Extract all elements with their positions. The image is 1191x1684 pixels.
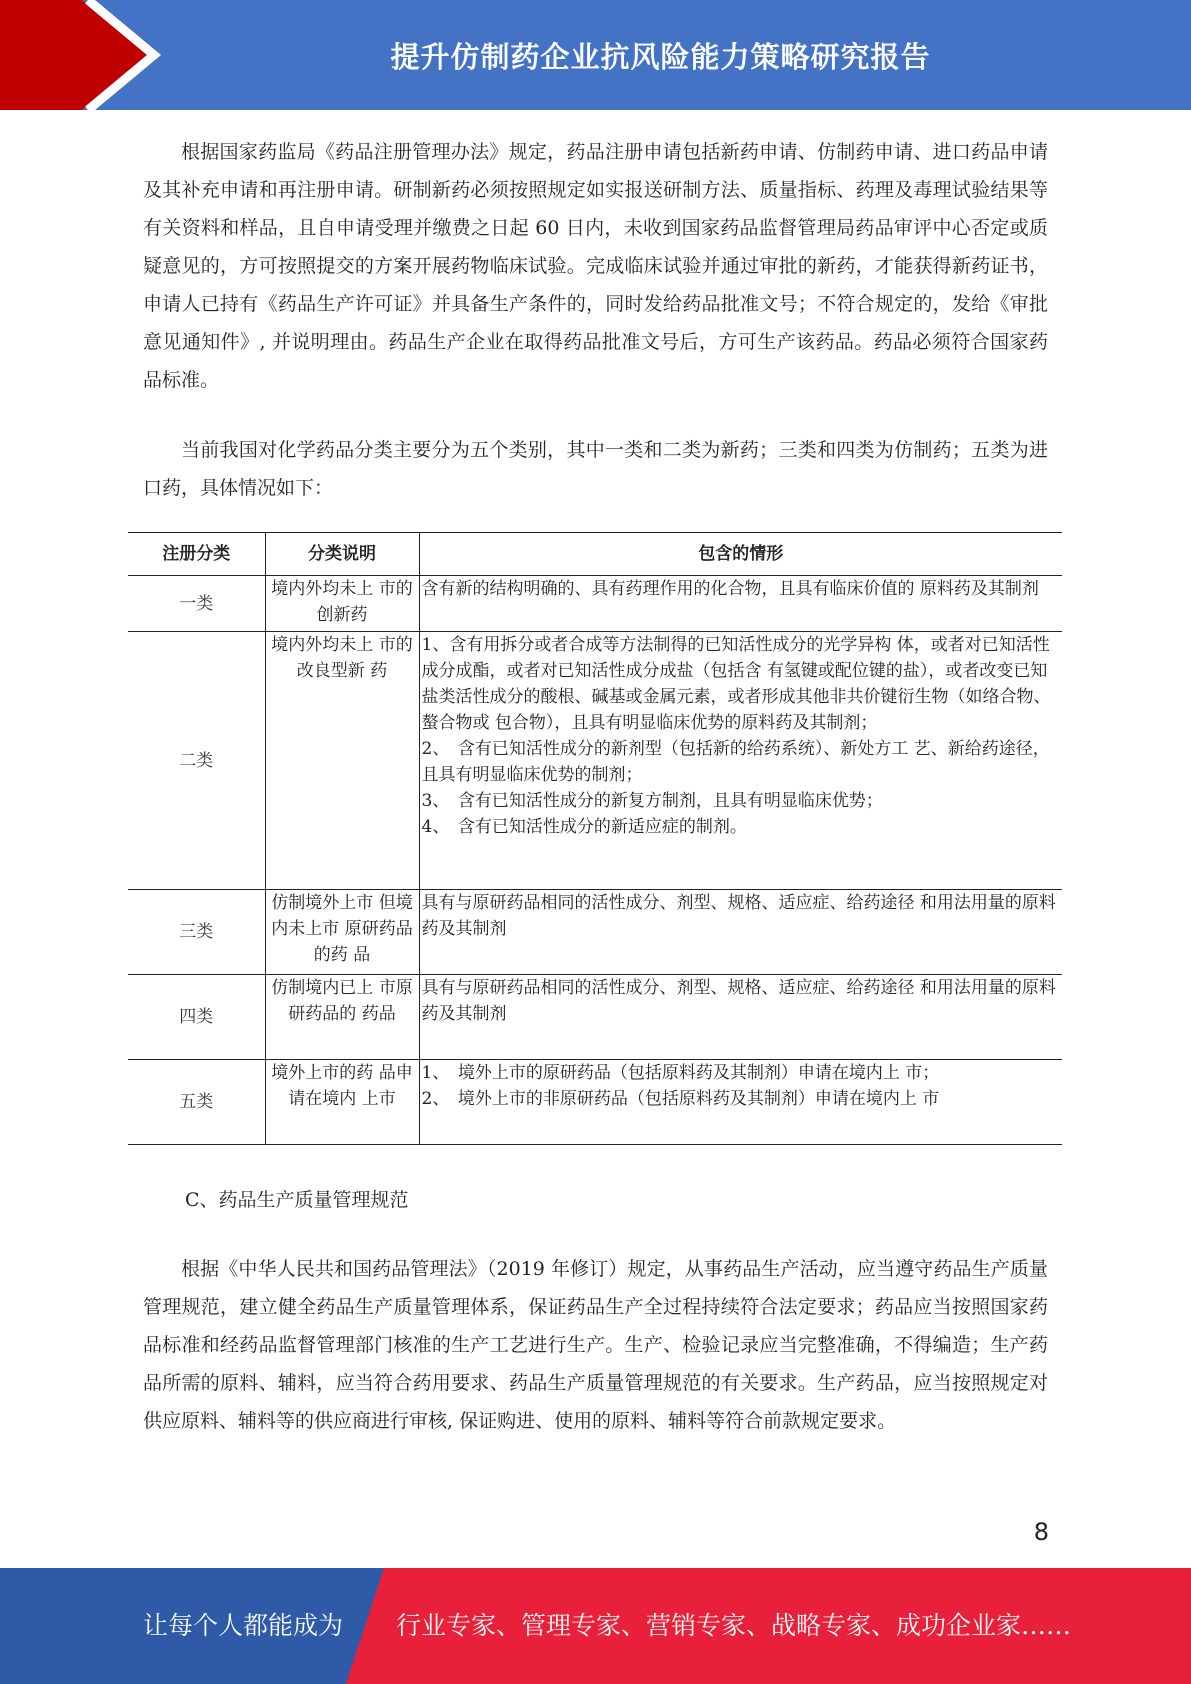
- content-line: 具有与原研药品相同的活性成分、剂型、规格、适应症、给药途径 和用法用量的原料药及其制剂: [421, 893, 1056, 939]
- footer-slogan-right: 行业专家、管理专家、营销专家、战略专家、成功企业家……: [396, 1611, 1072, 1640]
- report-title: 提升仿制药企业抗风险能力策略研究报告: [390, 39, 931, 74]
- table-row: [128, 632, 1062, 890]
- red-arrow-shape: [0, 0, 150, 110]
- cell-content: [419, 576, 1062, 632]
- paragraph-text: 根据国家药监局《药品注册管理办法》规定，药品注册申请包括新药申请、仿制药申请、进口药品申请及其补充申请和再注册申请。研制新药必须按照规定如实报送研制方法、质量指标、药理及毒理试验结果等有关资料和样品，且自申请受理并缴费之日起 60 日内，未收到国家药品监督管理局药品审评中心否定或质疑意见的，方可按照提交的方案开展药物临床试验。完成临床试验并通过审批的新药，才能获得新药证书，申请人已持有《药品生产许可证》并具备生产条件的，同时发给药品批准文号；不符合规定的，发给《审批意见通知件》, 并说明理由。药品生产企业在取得药品批准文号后，方可生产该药品。药品必须符合国家药品标准。: [143, 141, 1048, 391]
- cell-category: 四类: [128, 975, 265, 1060]
- section-subheading: [143, 1181, 1048, 1219]
- page-footer: [0, 1568, 1191, 1684]
- content-line: 2、 含有已知活性成分的新剂型（包括新的给药系统）、新处方工 艺、新给药途径，且具有明显临床优势的制剂；: [421, 739, 1050, 785]
- cell-content: [419, 632, 1062, 890]
- header-cell-content: 包含的情形: [419, 533, 1062, 576]
- cell-content: [419, 975, 1062, 1060]
- content-line: 1、 境外上市的原研药品（包括原料药及其制剂）申请在境内上 市；: [421, 1063, 940, 1083]
- paragraph-gmp: [143, 1250, 1048, 1440]
- cell-category: 三类: [128, 890, 265, 975]
- content-line: 4、 含有已知活性成分的新适应症的制剂。: [421, 817, 747, 837]
- cell-description: 仿制境内已上 市原研药品的 药品: [265, 975, 419, 1060]
- paragraph-drug-registration: [143, 133, 1048, 399]
- cell-description: 境内外均未上 市的改良型新 药: [265, 632, 419, 890]
- table-row: [128, 890, 1062, 975]
- paragraph-text: 当前我国对化学药品分类主要分为五个类别，其中一类和二类为新药；三类和四类为仿制药；五类为进口药，具体情况如下：: [143, 439, 1048, 499]
- content-line: 1、含有用拆分或者合成等方法制得的已知活性成分的光学异构 体，或者对已知活性成分成酯，或者对已知活性成分成盐（包括含 有氢键或配位键的盐），或者改变已知盐类活性成分的酸根、碱基或金属元素，或者形成其他非共价键衍生物（如络合物、螯合物或 包合物），且具有明显临床优势的原料药及其制剂；: [421, 635, 1051, 733]
- content-line: 具有与原研药品相同的活性成分、剂型、规格、适应症、给药途径 和用法用量的原料药及其制剂: [421, 978, 1056, 1024]
- drug-category-table: [128, 532, 1062, 1145]
- paragraph-text: 根据《中华人民共和国药品管理法》（2019 年修订）规定，从事药品生产活动，应当遵守药品生产质量管理规范，建立健全药品生产质量管理体系，保证药品生产全过程持续符合法定要求；药品应当按照国家药品标准和经药品监督管理部门核准的生产工艺进行生产。生产、检验记录应当完整准确，不得编造；生产药品所需的原料、辅料，应当符合药用要求、药品生产质量管理规范的有关要求。生产药品，应当按照规定对供应原料、辅料等的供应商进行审核, 保证购进、使用的原料、辅料等符合前款规定要求。: [143, 1258, 1048, 1432]
- content-line: 3、 含有已知活性成分的新复方制剂，且具有明显临床优势；: [421, 791, 883, 811]
- table-row: [128, 1060, 1062, 1145]
- content-line: 含有新的结构明确的、具有药理作用的化合物，且具有临床价值的 原料药及其制剂: [421, 579, 1039, 599]
- cell-description: 境内外均未上 市的创新药: [265, 576, 419, 632]
- cell-category: 五类: [128, 1060, 265, 1145]
- cell-category: 二类: [128, 632, 265, 890]
- cell-content: [419, 1060, 1062, 1145]
- subheading-text: C、药品生产质量管理规范: [185, 1189, 409, 1211]
- table-row: [128, 975, 1062, 1060]
- cell-category: 一类: [128, 576, 265, 632]
- cell-content: [419, 890, 1062, 975]
- table-row: [128, 576, 1062, 632]
- cell-description: 境外上市的药 品申请在境内 上市: [265, 1060, 419, 1145]
- header-cell-description: 分类说明: [265, 533, 419, 576]
- cell-description: 仿制境外上市 但境内未上市 原研药品的药 品: [265, 890, 419, 975]
- footer-slogan-left: 让每个人都能成为: [143, 1611, 344, 1640]
- content-line: 2、 境外上市的非原研药品（包括原料药及其制剂）申请在境内上 市: [421, 1089, 940, 1109]
- table-header-row: [128, 533, 1062, 576]
- page-header: [0, 0, 1191, 110]
- header-cell-category: 注册分类: [128, 533, 265, 576]
- page-number: 8: [1033, 1518, 1049, 1546]
- paragraph-drug-classes: [143, 431, 1048, 507]
